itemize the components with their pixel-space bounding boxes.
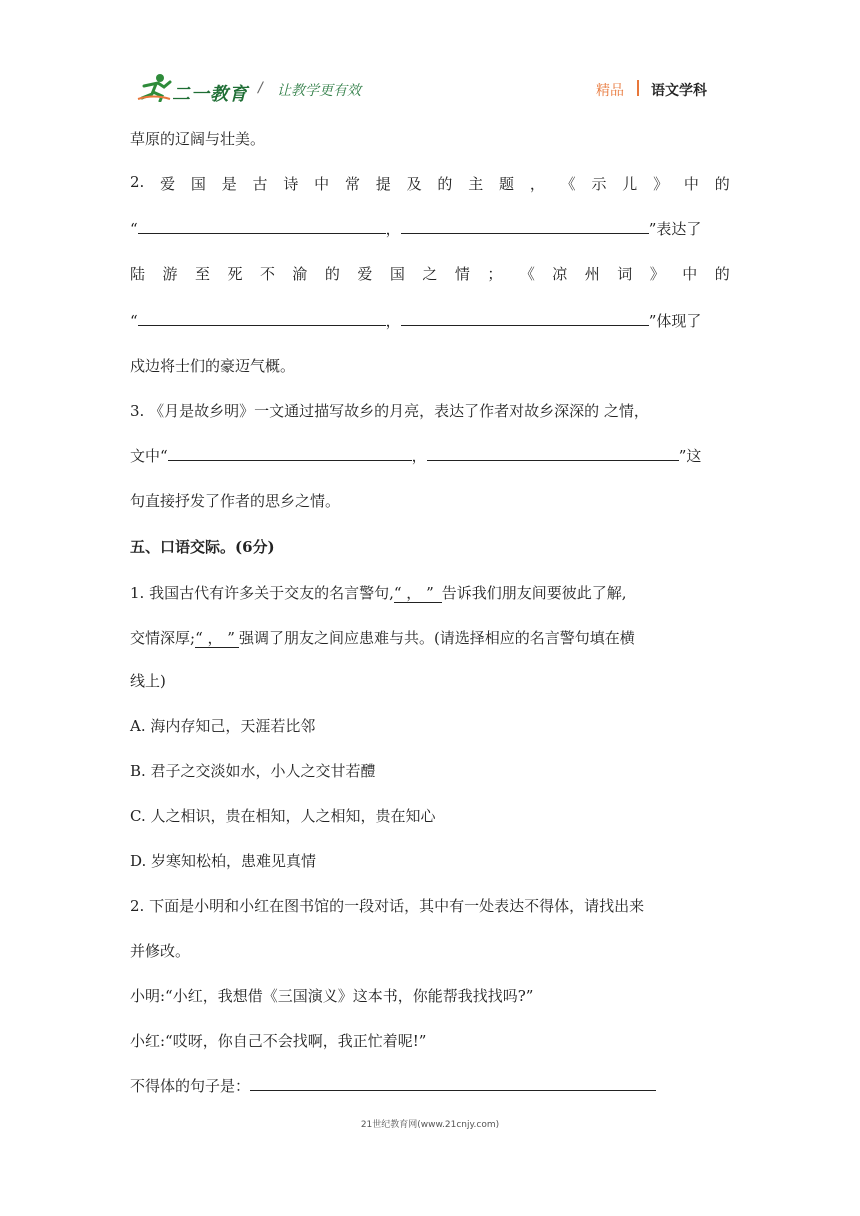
char: 儿 (622, 175, 638, 193)
char: 示 (591, 175, 607, 193)
brand-name: 二一教育 (172, 84, 248, 105)
question-3-line: 3. 《月是故乡明》一文通过描写故乡的月亮，表达了作者对故乡深深的 之情， (130, 402, 649, 420)
char: 《 (560, 175, 576, 193)
answer-blank[interactable] (138, 311, 386, 326)
option-a: A. 海内存知己，天涯若比邻 (130, 717, 316, 735)
char: 及 (406, 175, 422, 193)
char: 陆 (130, 265, 146, 283)
dialogue-xiaoming: 小明:“小红，我想借《三国演义》这本书，你能帮我找找吗?” (130, 987, 534, 1005)
liangzhouci-line (130, 263, 730, 284)
comma: ， (385, 220, 401, 238)
question-2-line (130, 173, 730, 194)
text: 文中“ (130, 447, 168, 465)
text-line-1: 草原的辽阔与壮美。 (130, 130, 266, 148)
char: 是 (221, 175, 237, 193)
char: ， (529, 175, 545, 193)
subject-label: 语文学科 (651, 83, 707, 99)
section-5-title: 五、口语交际。(6分) (130, 538, 275, 556)
char: 词 (617, 265, 633, 283)
close-quote-text: ”体现了 (648, 312, 702, 330)
text: 1. 我国古代有许多关于交友的名言警句, (130, 584, 394, 602)
close-quote-text: ”表达了 (648, 220, 702, 238)
answer-blank[interactable]: “ ， ” (394, 584, 442, 603)
char: 情 (454, 265, 470, 283)
q1-line-3: 线上) (130, 672, 166, 690)
char: 凉 (552, 265, 568, 283)
dialogue-xiaohong: 小红:“哎呀，你自己不会找啊，我正忙着呢!” (130, 1032, 427, 1050)
comma: ， (411, 447, 427, 465)
char: 古 (252, 175, 268, 193)
char: 的 (714, 175, 730, 193)
char: 不 (259, 265, 275, 283)
char: 中 (314, 175, 330, 193)
char: 提 (375, 175, 391, 193)
fill-blank-line-2 (130, 310, 701, 331)
fill-blank-line-3 (130, 445, 701, 466)
char: 主 (468, 175, 484, 193)
logo-icon (136, 72, 172, 102)
char: ； (487, 265, 503, 283)
char: 2. (130, 173, 145, 191)
char: 中 (682, 265, 698, 283)
q2-line-1: 2. 下面是小明和小红在图书馆的一段对话，其中有一处表达不得体，请找出来 (130, 897, 645, 915)
char: 之 (422, 265, 438, 283)
text: 不得体的句子是： (130, 1077, 251, 1095)
char: 的 (437, 175, 453, 193)
text-line-6: 戍边将士们的豪迈气概。 (130, 357, 296, 375)
answer-blank[interactable] (401, 311, 649, 326)
char: 《 (519, 265, 535, 283)
char: 爱 (160, 175, 176, 193)
char: 渝 (292, 265, 308, 283)
char: 的 (714, 265, 730, 283)
q1-line-1 (130, 582, 627, 603)
header-separator (637, 80, 639, 96)
footer-source: 21世纪教育网(www.21cnjy.com) (360, 1120, 500, 1130)
char: 诗 (283, 175, 299, 193)
text: 强调了朋友之间应患难与共。(请选择相应的名言警句填在横 (238, 629, 635, 647)
answer-blank[interactable]: “ ， ” (195, 629, 239, 648)
header-divider: / (258, 80, 263, 96)
char: 州 (584, 265, 600, 283)
char: 至 (194, 265, 210, 283)
text: 交情深厚; (130, 629, 196, 647)
answer-blank[interactable] (138, 219, 386, 234)
char: 爱 (357, 265, 373, 283)
char: 国 (389, 265, 405, 283)
quality-label: 精品 (596, 83, 624, 99)
close-quote-text: ”这 (678, 447, 702, 465)
char: 死 (227, 265, 243, 283)
char: 常 (344, 175, 360, 193)
open-quote: “ (130, 220, 138, 238)
option-b: B. 君子之交淡如水，小人之交甘若醴 (130, 762, 376, 780)
open-quote: “ (130, 312, 138, 330)
q2-line-2: 并修改。 (130, 942, 191, 960)
char: 游 (162, 265, 178, 283)
option-d: D. 岁寒知松柏，患难见真情 (130, 852, 317, 870)
answer-blank[interactable] (401, 219, 649, 234)
q1-line-2 (130, 627, 635, 648)
char: 的 (324, 265, 340, 283)
answer-blank[interactable] (168, 446, 412, 461)
fill-blank-line-1 (130, 218, 701, 239)
char: 》 (649, 265, 665, 283)
answer-line (130, 1075, 656, 1096)
answer-blank[interactable] (250, 1076, 656, 1091)
brand-slogan: 让教学更有效 (277, 83, 361, 99)
text: 告诉我们朋友间要彼此了解, (441, 584, 627, 602)
char: 国 (190, 175, 206, 193)
char: 》 (653, 175, 669, 193)
comma: ， (385, 312, 401, 330)
answer-blank[interactable] (427, 446, 679, 461)
option-c: C. 人之相识，贵在相知，人之相知，贵在知心 (130, 807, 436, 825)
char: 题 (499, 175, 515, 193)
char: 中 (683, 175, 699, 193)
text-line-9: 句直接抒发了作者的思乡之情。 (130, 492, 341, 510)
